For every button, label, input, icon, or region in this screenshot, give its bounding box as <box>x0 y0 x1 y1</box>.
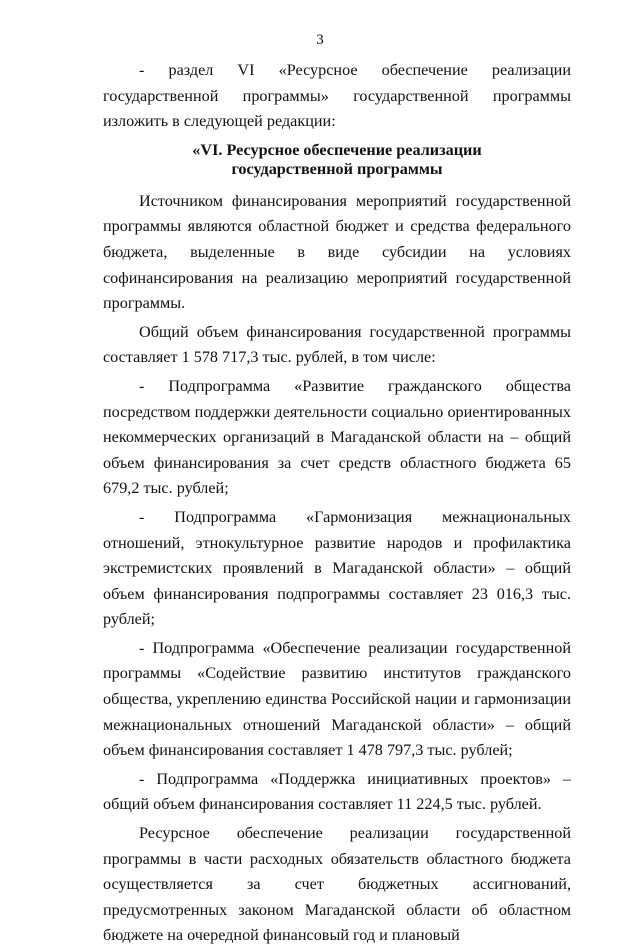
paragraph-total-funding: Общий объем финансирования государственной программы составляет 1 578 717,3 тыс. рублей, в том числе: <box>103 322 571 367</box>
page-number: 3 <box>316 32 324 48</box>
section-heading-line-2: государственной программы <box>231 159 443 178</box>
paragraph-subprogram-initiative-projects: - Подпрограмма «Поддержка инициативных проектов» – общий объем финансирования составляет 11 224,5 тыс. рублей. <box>103 769 571 814</box>
paragraph-funding-sources: Источником финансирования мероприятий государственной программы являются областной бюджет и средства федерального бюджета, выделенные в виде субсидии на условиях софинансирования на реализацию мероприятий государственной программы. <box>103 191 571 313</box>
paragraph-subprogram-civil-society: - Подпрограмма «Развитие гражданского общества посредством поддержки деятельности социально ориентированных некоммерческих организаций в Магаданской области на – общий объем финансирования за счет средств областного бюджета 65 679,2 тыс. рублей; <box>103 376 571 498</box>
document-body <box>103 58 571 949</box>
section-heading <box>103 141 571 179</box>
paragraph-resource-provision: Ресурсное обеспечение реализации государственной программы в части расходных обязательств областного бюджета осуществляется за счет бюджетных ассигнований, предусмотренных законом Магаданской области об областном бюджете на очередной финансовый год и плановый <box>103 824 571 945</box>
paragraph-subprogram-implementation: - Подпрограмма «Обеспечение реализации государственной программы «Содействие развитию институтов гражданского общества, укреплению единства Российской нации и гармонизации межнациональных отношений Магаданской области» – общий объем финансирования составляет 1 478 797,3 тыс. рублей; <box>103 638 571 760</box>
intro-paragraph: - раздел VI «Ресурсное обеспечение реализации государственной программы» государственной программы изложить в следующей редакции: <box>103 61 571 131</box>
section-heading-line-1: «VI. Ресурсное обеспечение реализации <box>192 140 482 159</box>
paragraph-subprogram-harmonization: - Подпрограмма «Гармонизация межнациональных отношений, этнокультурное развитие народов и профилактика экстремистских проявлений в Магаданской области» – общий объем финансирования подпрограммы составляет 23 016,3 тыс. рублей; <box>103 507 571 629</box>
